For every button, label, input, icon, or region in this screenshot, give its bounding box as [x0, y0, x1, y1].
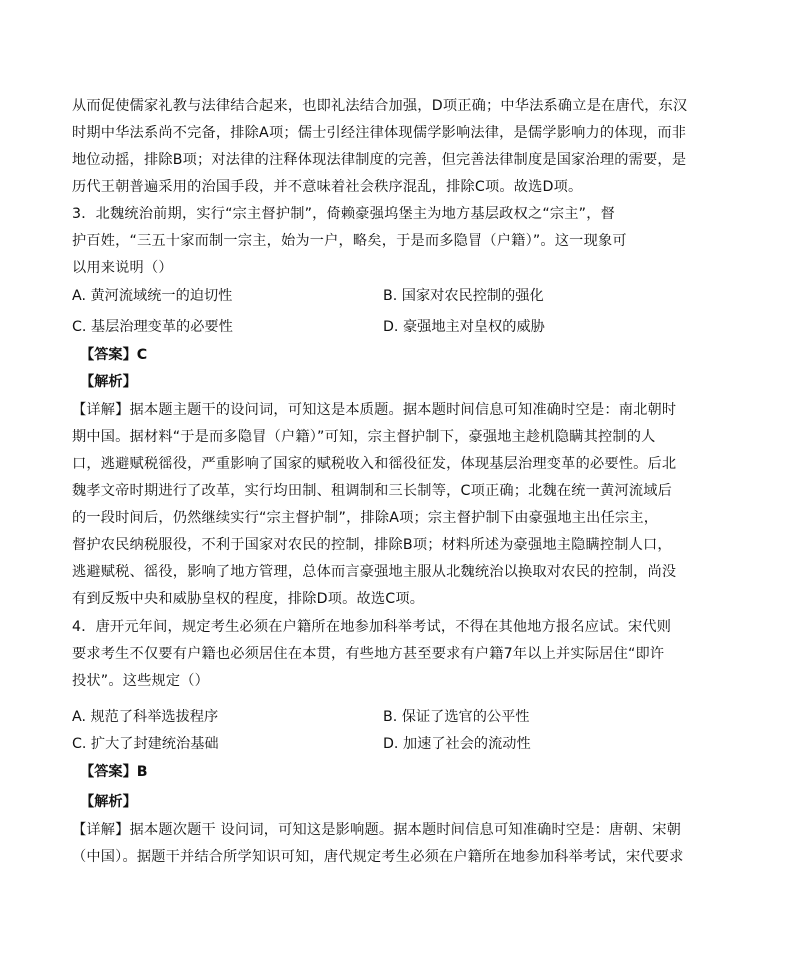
q4-option-b: B. 保证了选官的公平性 — [383, 709, 530, 725]
q3-detail-line-2: 期中国。据材料“于是而多隐冒（户籍）”可知，宗主督护制下，豪强地主趁机隐瞒其控制的人 — [72, 429, 656, 445]
intro-line-4: 历代王朝普遍采用的治国手段，并不意味着社会秩序混乱，排除C项。故选D项。 — [72, 179, 583, 195]
q3-detail-line-6: 督护农民纳税服役，不利于国家对农民的控制，排除B项；材料所述为豪强地主隐瞒控制人口， — [72, 537, 672, 553]
q3-detail-line-7: 逃避赋税、徭役，影响了地方管理，总体而言豪强地主服从北魏统治以换取对农民的控制，尚没 — [72, 564, 677, 580]
intro-line-3: 地位动摇，排除B项；对法律的注释体现法律制度的完善，但完善法律制度是国家治理的需要，是 — [72, 152, 687, 168]
q4-option-a: A. 规范了科举选拔程序 — [72, 709, 219, 725]
q3-stem-line-2: 护百姓，“三五十家而制一宗主，始为一户，略矣，于是而多隐冒（户籍）”。这一现象可 — [72, 233, 627, 249]
q3-stem-line-1: 3．北魏统治前期，实行“宗主督护制”，倚赖豪强坞堡主为地方基层政权之“宗主”，督 — [72, 206, 615, 222]
q3-detail-line-4: 魏孝文帝时期进行了改革，实行均田制、租调制和三长制等，C项正确；北魏在统一黄河流域后 — [72, 483, 672, 499]
q3-answer: 【答案】C — [80, 347, 148, 363]
intro-line-1: 从而促使儒家礼教与法律结合起来，也即礼法结合加强，D项正确；中华法系确立是在唐代，东汉 — [72, 98, 688, 114]
q4-option-c: C. 扩大了封建统治基础 — [72, 736, 219, 752]
q4-analysis-label: 【解析】 — [80, 794, 137, 810]
q4-option-d: D. 加速了社会的流动性 — [383, 736, 531, 752]
q3-option-b: B. 国家对农民控制的强化 — [383, 288, 544, 304]
intro-line-2: 时期中华法系尚不完备，排除A项；儒士引经注律体现儒学影响法律，是儒学影响力的体现，而非 — [72, 125, 687, 141]
q4-stem-line-3: 投状”。这些规定（） — [72, 673, 210, 689]
q3-detail-line-5: 的一段时间后，仍然继续实行“宗主督护制”，排除A项；宗主督护制下由豪强地主出任宗主， — [72, 510, 659, 526]
q4-stem-line-1: 4．唐开元年间，规定考生必须在户籍所在地参加科举考试，不得在其他地方报名应试。宋代则 — [72, 619, 672, 635]
q3-stem-line-3: 以用来说明（） — [72, 260, 173, 276]
q4-stem-line-2: 要求考生不仅要有户籍也必须居住在本贯，有些地方甚至要求有户籍7年以上并实际居住“即许 — [72, 646, 665, 662]
q3-detail-line-3: 口，逃避赋税徭役，严重影响了国家的赋税收入和徭役征发，体现基层治理变革的必要性。后北 — [72, 456, 677, 472]
q3-option-a: A. 黄河流域统一的迫切性 — [72, 288, 233, 304]
q3-option-d: D. 豪强地主对皇权的威胁 — [383, 319, 545, 335]
q4-answer: 【答案】B — [80, 764, 148, 780]
q4-detail-line-2: （中国）。据题干并结合所学知识可知，唐代规定考生必须在户籍所在地参加科举考试，宋代要求 — [72, 849, 684, 865]
q4-detail-line-1: 【详解】据本题次题干 设问词，可知这是影响题。据本题时间信息可知准确时空是：唐朝、宋朝 — [72, 822, 681, 838]
q3-analysis-label: 【解析】 — [80, 374, 137, 390]
q3-option-c: C. 基层治理变革的必要性 — [72, 319, 233, 335]
q3-detail-line-8: 有到反叛中央和威胁皇权的程度，排除D项。故选C项。 — [72, 591, 425, 607]
q3-detail-line-1: 【详解】据本题主题干的设问词，可知这是本质题。据本题时间信息可知准确时空是：南北朝时 — [72, 402, 677, 418]
